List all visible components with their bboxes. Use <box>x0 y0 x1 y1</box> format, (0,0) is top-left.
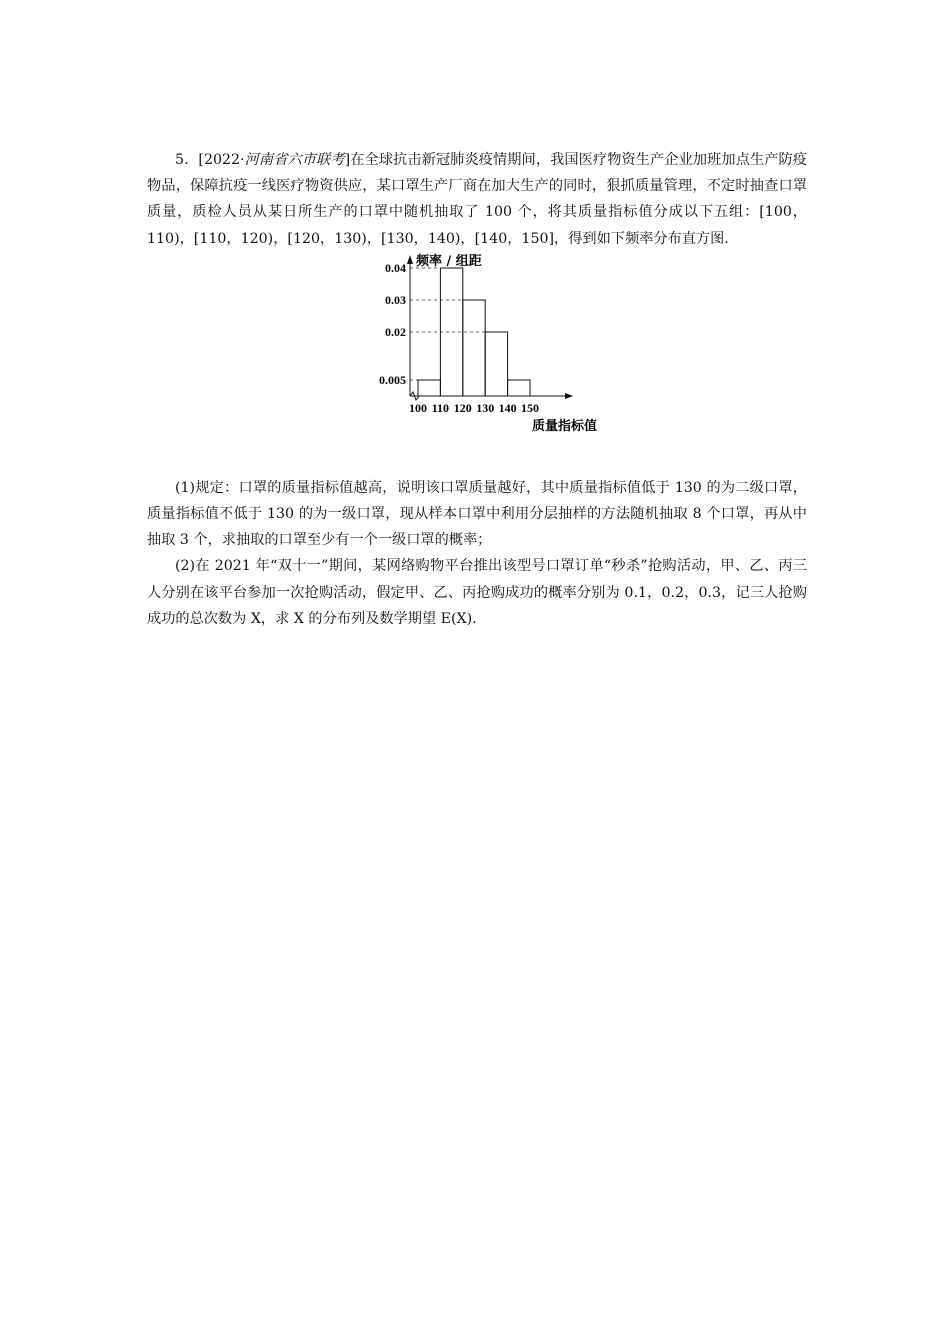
y-tick-label: 0.005 <box>379 372 406 387</box>
x-tick-label: 120 <box>453 400 472 415</box>
x-tick-label: 130 <box>476 400 495 415</box>
problem-number: 5． <box>175 152 199 168</box>
x-tick-label: 100 <box>409 400 427 415</box>
histogram-figure <box>147 252 807 457</box>
source-close: ] <box>344 152 351 168</box>
y-tick-label: 0.03 <box>385 292 406 307</box>
histogram-bar <box>485 332 507 396</box>
problem-stem-text: 在全球抗击新冠肺炎疫情期间，我国医疗物资生产企业加班加点生产防疫物品，保障抗疫一线医疗物资供应，某口罩生产厂商在加大生产的同时，狠抓质量管理，不定时抽查口罩质量，质检人员从某日所生产的口罩中随机抽取了 100 个，将其质量指标值分成以下五组：[100，110)，[110，120)，[120，130)，[130，140)，[140，150]，得到如下频率分布直方图. <box>147 152 807 247</box>
question-1: (1)规定：口罩的质量指标值越高，说明该口罩质量越好，其中质量指标值低于 130 的为二级口罩，质量指标值不低于 130 的为一级口罩，现从样本口罩中利用分层抽样的方法随机抽取 8 个口罩，再从中抽取 3 个，求抽取的口罩至少有一个一级口罩的概率； <box>147 479 807 549</box>
source-open: [2022· <box>198 152 245 168</box>
frequency-histogram <box>147 252 807 457</box>
y-axis-title: 频率 / 组距 <box>416 253 482 269</box>
x-axis-arrow <box>565 393 573 399</box>
problem-page <box>147 147 807 632</box>
histogram-bar <box>508 380 530 396</box>
histogram-bar <box>463 300 485 396</box>
question-2: (2)在 2021 年“双十一”期间，某网络购物平台推出该型号口罩订单“秒杀”抢购活动，甲、乙、丙三人分别在该平台参加一次抢购活动，假定甲、乙、丙抢购成功的概率分别为 0.1，0.2，0.3，记三人抢购成功的总次数为 X，求 X 的分布列及数学期望 E(X). <box>147 558 807 627</box>
problem-source: 河南省六市联考 <box>244 152 345 168</box>
x-axis-title: 质量指标值 <box>532 418 598 434</box>
y-axis-arrow <box>407 255 413 264</box>
problem-stem <box>147 147 807 252</box>
histogram-bar <box>418 380 440 396</box>
x-tick-label: 140 <box>498 400 517 415</box>
y-tick-label: 0.04 <box>385 260 406 275</box>
x-tick-label: 150 <box>521 400 539 415</box>
x-tick-label: 110 <box>431 400 450 415</box>
y-tick-label: 0.02 <box>385 324 406 339</box>
